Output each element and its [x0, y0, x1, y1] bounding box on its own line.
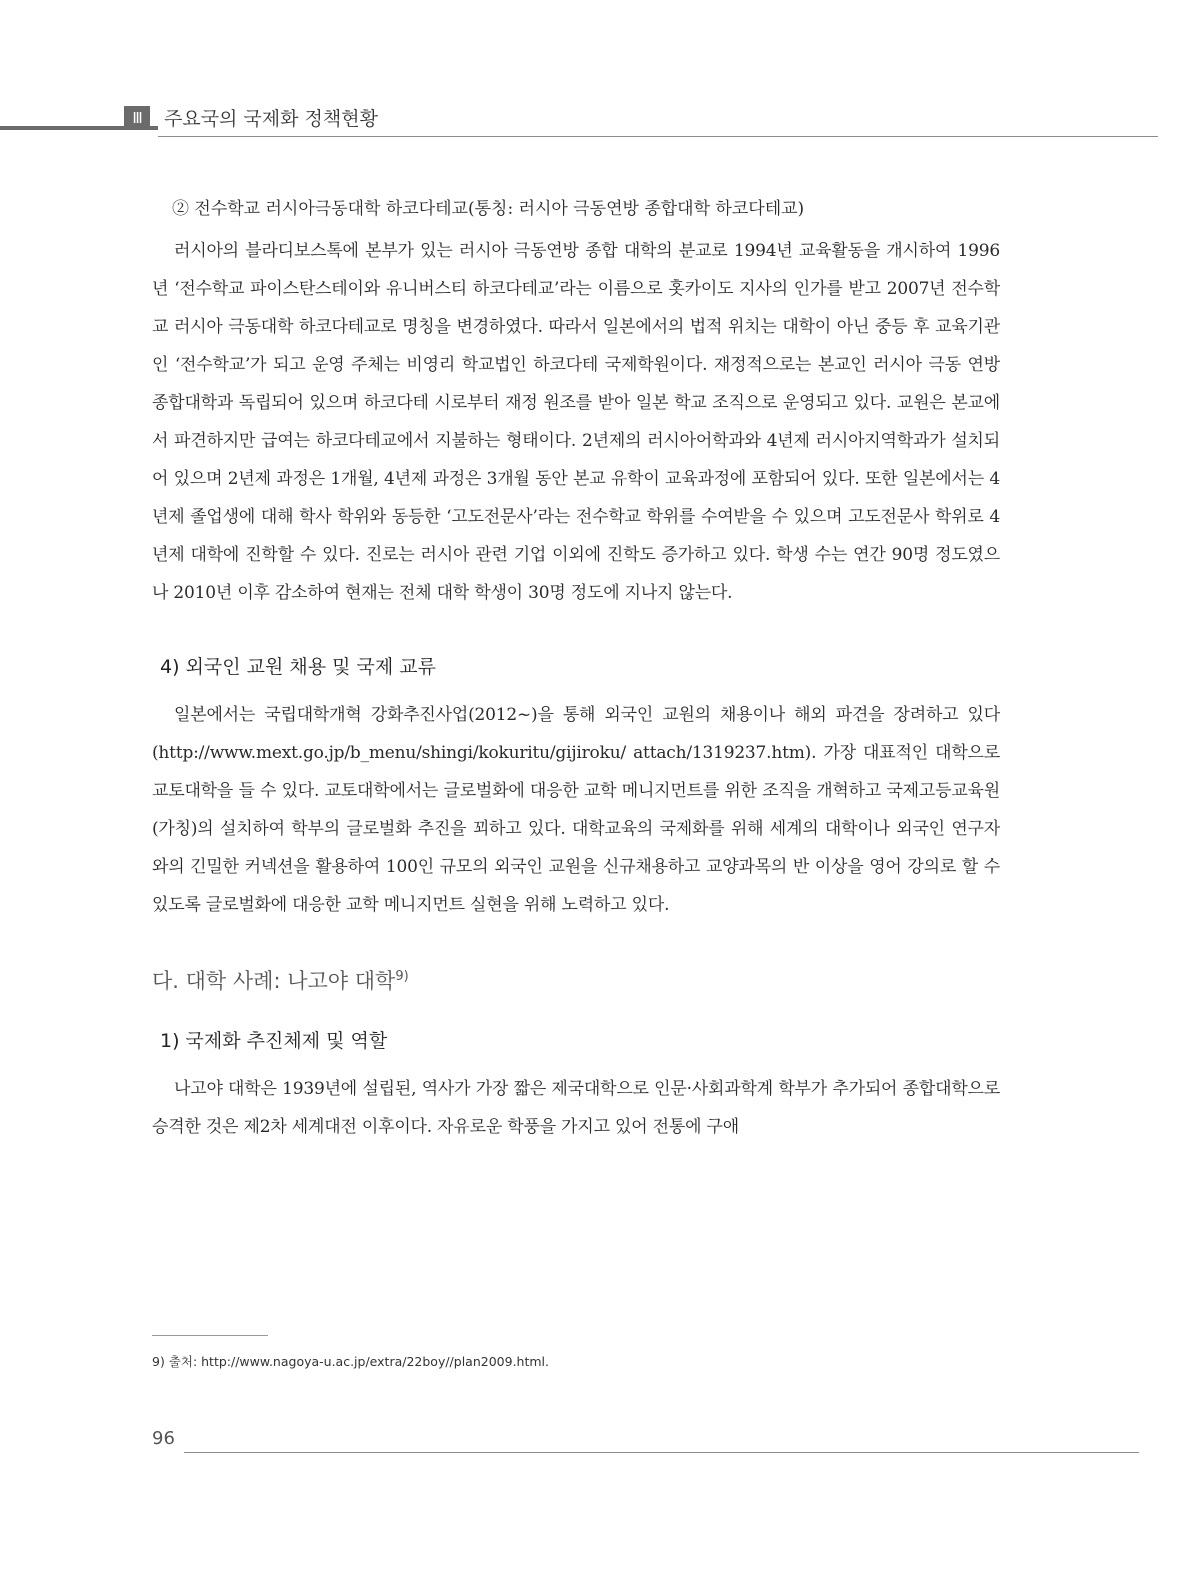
header-rule [158, 136, 1158, 137]
footnote-divider [152, 1335, 268, 1336]
paragraph-foreign-faculty: 일본에서는 국립대학개혁 강화추진사업(2012~)을 통해 외국인 교원의 채용이나 해외 파견을 장려하고 있다(http://www.mext.go.jp/b_menu/shingi/kokuritu/gijiroku/ attach/1319237.htm). 가장 대표적인 대학으로 교토대학을 들 수 있다. 교토대학에서는 글로벌화에 대응한 교학 메니지먼트를 위한 조직을 개혁하고 국제고등교육원(가칭)의 설치하여 학부의 글로벌화 추진을 꾀하고 있다. 대학교육의 국제화를 위해 세계의 대학이나 외국인 연구자와의 긴밀한 커넥션을 활용하여 100인 규모의 외국인 교원을 신규채용하고 교양과목의 반 이상을 영어 강의로 할 수 있도록 글로벌화에 대응한 교학 메니지먼트 실현을 위해 노력하고 있다. [152, 705, 1000, 915]
paragraph-nagoya: 나고야 대학은 1939년에 설립된, 역사가 가장 짧은 제국대학으로 인문·사회과학계 학부가 추가되어 종합대학으로 승격한 것은 제2차 세계대전 이후이다. 자유로운 학풍을 가지고 있어 전통에 구애 [152, 1079, 1000, 1137]
footnote-ref: 9) [395, 969, 409, 984]
paragraph-hakodate: 러시아의 블라디보스톡에 본부가 있는 러시아 극동연방 종합 대학의 분교로 1994년 교육활동을 개시하여 1996년 ‘전수학교 파이스탄스테이와 유니버스티 하코다테교’라는 이름으로 홋카이도 지사의 인가를 받고 2007년 전수학교 러시아 극동대학 하코다테교로 명칭을 변경하였다. 따라서 일본에서의 법적 위치는 대학이 아닌 중등 후 교육기관인 ‘전수학교’가 되고 운영 주체는 비영리 학교법인 하코다테 국제학원이다. 재정적으로는 본교인 러시아 극동 연방 종합대학과 독립되어 있으며 하코다테 시로부터 재정 원조를 받아 일본 학교 조직으로 운영되고 있다. 교원은 본교에서 파견하지만 급여는 하코다테교에서 지불하는 형태이다. 2년제의 러시아어학과와 4년제 러시아지역학과가 설치되어 있으며 2년제 과정은 1개월, 4년제 과정은 3개월 동안 본교 유학이 교육과정에 포함되어 있다. 또한 일본에서는 4년제 졸업생에 대해 학사 학위와 동등한 ‘고도전문사’라는 전수학교 학위를 수여받을 수 있으며 고도전문사 학위로 4년제 대학에 진학할 수 있다. 진로는 러시아 관련 기업 이외에 진학도 증가하고 있다. 학생 수는 연간 90명 정도였으나 2010년 이후 감소하여 현재는 전체 대학 학생이 30명 정도에 지나지 않는다. [152, 241, 1001, 603]
footer-rule [184, 1452, 1139, 1453]
page-body [152, 194, 1000, 1146]
major-heading-text: 다. 대학 사례: 나고야 대학 [152, 969, 396, 993]
footnote: 9) 출처: http://www.nagoya-u.ac.jp/extra/22boy//plan2009.html. [152, 1354, 549, 1369]
section-heading-foreign-faculty: 4) 외국인 교원 채용 및 국제 교류 [160, 656, 436, 678]
major-heading-nagoya [152, 962, 1000, 996]
page-number: 96 [152, 1428, 175, 1449]
chapter-number-badge: Ⅲ [124, 106, 150, 130]
section-heading-intl-system: 1) 국제화 추진체제 및 역할 [160, 1030, 388, 1052]
chapter-title: 주요국의 국제화 정책현황 [164, 108, 378, 130]
subsection-title: ② 전수학교 러시아극동대학 하코다테교(통칭: 러시아 극동연방 종합대학 하코다테교) [172, 199, 805, 219]
